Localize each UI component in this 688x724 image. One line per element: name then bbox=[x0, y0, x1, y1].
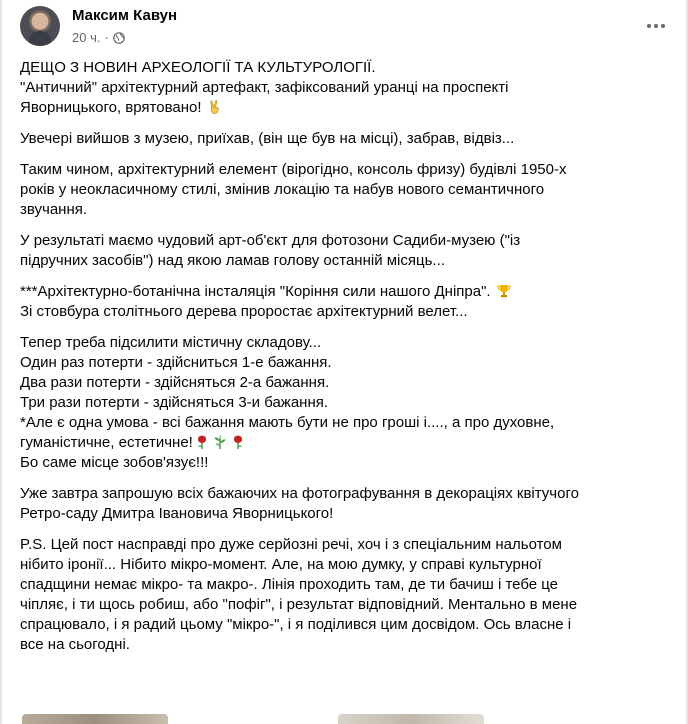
text-line-content: гуманістичне, естетичне! bbox=[20, 434, 193, 451]
text-line: Увечері вийшов з музею, приїхав, (він ще був на місці), забрав, відвіз... bbox=[20, 130, 515, 147]
paragraph-6 bbox=[20, 333, 670, 473]
rose-emoji bbox=[230, 434, 246, 450]
text-line bbox=[20, 282, 670, 302]
text-line: Уже завтра запрошую всіх бажаючих на фотографування в декораціях квітучого bbox=[20, 485, 579, 502]
rose-emoji bbox=[194, 434, 210, 450]
text-line: років у неокласичному стилі, змінив локацію та набув нового семантичного bbox=[20, 181, 545, 198]
text-line: спрацювало, і я радий цьому "мікро-", і я поділився цим досвідом. Ось власне і bbox=[20, 616, 572, 633]
text-line: *Але є одна умова - всі бажання мають бути не про гроші і...., а про духовне, bbox=[20, 414, 555, 431]
herb-emoji bbox=[212, 434, 228, 450]
more-options-icon bbox=[647, 24, 651, 28]
text-line: ДЕЩО З НОВИН АРХЕОЛОГІЇ ТА КУЛЬТУРОЛОГІЇ. bbox=[20, 59, 376, 76]
more-options-button[interactable] bbox=[638, 8, 674, 44]
text-line: звучання. bbox=[20, 201, 88, 218]
text-line bbox=[20, 98, 670, 118]
text-line: Ретро-саду Дмитра Івановича Яворницького! bbox=[20, 505, 334, 522]
paragraph-1 bbox=[20, 58, 670, 118]
text-line-content: Яворницького, врятовано! bbox=[20, 99, 202, 116]
text-line: Таким чином, архітектурний елемент (вірогідно, консоль фризу) будівлі 1950-х bbox=[20, 161, 567, 178]
text-line: Два рази потерти - здійсняться 2-а бажання. bbox=[20, 374, 330, 391]
text-line: P.S. Цей пост насправді про дуже серйозні речі, хоч і з спеціальним нальотом bbox=[20, 536, 562, 553]
text-line: спадщини немає мікро- та макро-. Лінія проходить там, де ти бачиш і тебе це bbox=[20, 576, 559, 593]
text-line-content: ***Архітектурно-ботанічна інсталяція "Коріння сили нашого Дніпра". bbox=[20, 283, 491, 300]
post-meta: 20 ч. · bbox=[72, 30, 125, 45]
left-border bbox=[0, 0, 2, 724]
text-line: Один раз потерти - здійсниться 1-е бажання. bbox=[20, 354, 332, 371]
paragraph-2 bbox=[20, 129, 670, 149]
paragraph-7 bbox=[20, 484, 670, 524]
text-line: Бо саме місце зобов'язує!!! bbox=[20, 454, 209, 471]
text-line: У результаті маємо чудовий арт-об'єкт для фотозони Садиби-музею ("із bbox=[20, 232, 521, 249]
post-text bbox=[20, 58, 670, 666]
author-name[interactable]: Максим Кавун bbox=[72, 7, 178, 24]
globe-icon[interactable] bbox=[113, 32, 125, 44]
post-time[interactable]: 20 ч. bbox=[72, 30, 101, 45]
paragraph-4 bbox=[20, 231, 670, 271]
victory-hand-emoji bbox=[207, 99, 223, 115]
text-line: "Античний" архітектурний артефакт, зафіксований уранці на проспекті bbox=[20, 79, 509, 96]
text-line: підручних засобів") над якою ламав голову останній місяць... bbox=[20, 252, 445, 269]
post-header bbox=[20, 6, 668, 56]
text-line: чіпляє, і ти щось робиш, або "пофіг", і результат відповідний. Ментально в мене bbox=[20, 596, 578, 613]
avatar[interactable] bbox=[20, 6, 60, 46]
paragraph-3 bbox=[20, 160, 670, 220]
text-line bbox=[20, 433, 670, 453]
text-line: нібито іронії... Нібито мікро-момент. Але, на мою думку, у справі культурної bbox=[20, 556, 542, 573]
text-line: Тепер треба підсилити містичну складову... bbox=[20, 334, 322, 351]
post-photo[interactable] bbox=[338, 714, 484, 724]
text-line: Зі стовбура столітнього дерева проростає архітектурний велет... bbox=[20, 303, 468, 320]
post-photo[interactable] bbox=[22, 714, 168, 724]
text-line: Три рази потерти - здійсняться 3-и бажання. bbox=[20, 394, 329, 411]
paragraph-8 bbox=[20, 535, 670, 655]
text-line: все на сьогодні. bbox=[20, 636, 130, 653]
paragraph-5 bbox=[20, 282, 670, 322]
trophy-emoji bbox=[496, 283, 512, 299]
